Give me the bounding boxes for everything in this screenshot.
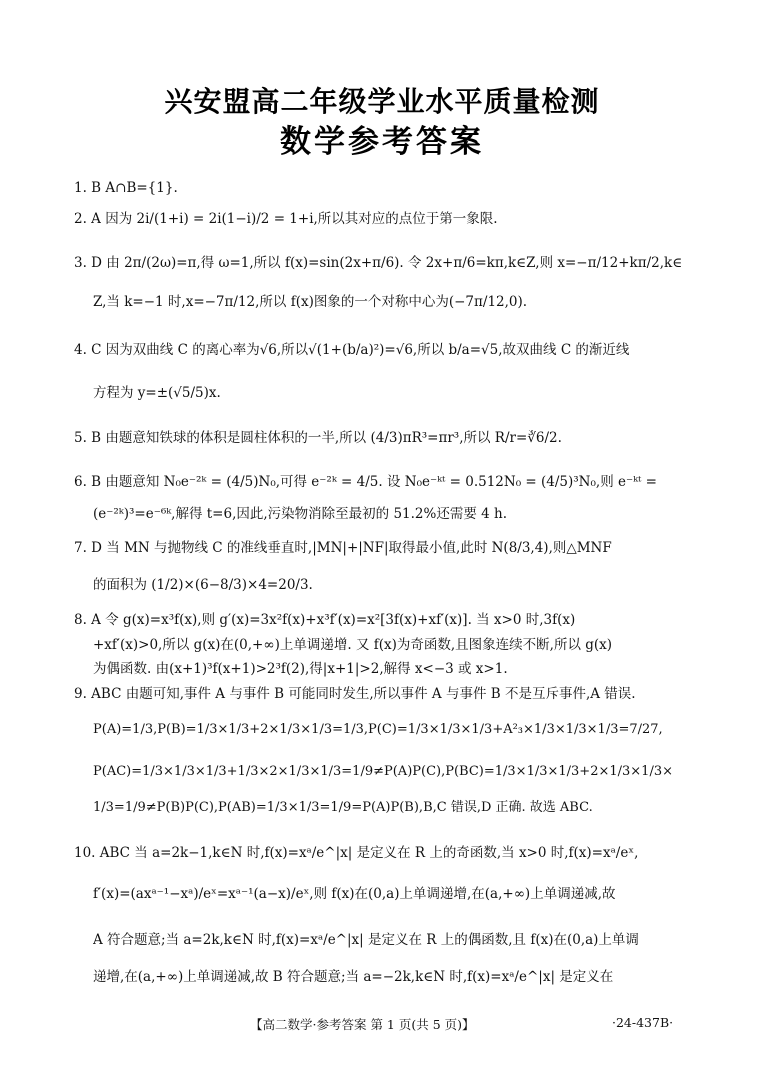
answer-9-line-1: 9. ABC 由题可知,事件 A 与事件 B 可能同时发生,所以事件 A 与事件 B 不是互斥事件,A 错误. [74,686,636,702]
page-footer: 【高二数学·参考答案 第 1 页(共 5 页)】 [250,1017,475,1032]
document-subtitle: 数学参考答案 [280,124,484,160]
answer-1-line: 1. B A∩B={1}. [74,180,178,196]
answer-7-line-1: 7. D 当 MN 与抛物线 C 的准线垂直时,|MN|+|NF|取得最小值,此时 N(8/3,4),则△MNF [74,540,612,556]
answer-8-line-1: 8. A 令 g(x)=x³f(x),则 g′(x)=3x²f(x)+x³f′(x)=x²[3f(x)+xf′(x)]. 当 x>0 时,3f(x) [74,612,576,628]
answer-4-line-2: 方程为 y=±(√5/5)x. [93,385,221,401]
answer-2-line: 2. A 因为 2i/(1+i) = 2i(1−i)/2 = 1+i,所以其对应的点位于第一象限. [74,211,498,227]
answer-6-line-1: 6. B 由题意知 N₀e⁻²ᵏ = (4/5)N₀,可得 e⁻²ᵏ = 4/5. 设 N₀e⁻ᵏᵗ = 0.512N₀ = (4/5)³N₀,则 e⁻ᵏᵗ = [74,474,657,490]
answer-6-line-2: (e⁻²ᵏ)³=e⁻⁶ᵏ,解得 t=6,因此,污染物消除至最初的 51.2%还需要 4 h. [93,506,507,522]
answer-8-line-2: +xf′(x)>0,所以 g(x)在(0,+∞)上单调递增. 又 f(x)为奇函数,且图象连续不断,所以 g(x) [93,637,613,653]
document-title: 兴安盟高二年级学业水平质量检测 [164,85,600,118]
answer-3-line-1: 3. D 由 2π/(2ω)=π,得 ω=1,所以 f(x)=sin(2x+π/6). 令 2x+π/6=kπ,k∈Z,则 x=−π/12+kπ/2,k∈ [74,255,683,271]
paper-code: ·24-437B· [612,1015,674,1030]
answer-8-line-3: 为偶函数. 由(x+1)³f(x+1)>2³f(2),得|x+1|>2,解得 x<−3 或 x>1. [93,661,508,677]
answer-3-line-2: Z,当 k=−1 时,x=−7π/12,所以 f(x)图象的一个对称中心为(−7π/12,0). [93,294,528,310]
answer-10-line-1: 10. ABC 当 a=2k−1,k∈N 时,f(x)=xᵃ/e^|x| 是定义在 R 上的奇函数,当 x>0 时,f(x)=xᵃ/eˣ, [74,845,639,861]
answer-10-line-4: 递增,在(a,+∞)上单调递减,故 B 符合题意;当 a=−2k,k∈N 时,f(x)=xᵃ/e^|x| 是定义在 [93,969,614,985]
answer-9-line-3: P(AC)=1/3×1/3×1/3+1/3×2×1/3×1/3=1/9≠P(A)P(C),P(BC)=1/3×1/3×1/3+2×1/3×1/3× [93,764,673,779]
answer-9-line-2: P(A)=1/3,P(B)=1/3×1/3+2×1/3×1/3=1/3,P(C)=1/3×1/3×1/3+A²₃×1/3×1/3×1/3=7/27, [93,722,663,737]
answer-9-line-4: 1/3=1/9≠P(B)P(C),P(AB)=1/3×1/3=1/9=P(A)P(B),B,C 错误,D 正确. 故选 ABC. [93,800,593,815]
answer-4-line-1: 4. C 因为双曲线 C 的离心率为√6,所以√(1+(b/a)²)=√6,所以 b/a=√5,故双曲线 C 的渐近线 [74,342,630,358]
answer-5-line: 5. B 由题意知铁球的体积是圆柱体积的一半,所以 (4/3)πR³=πr³,所以 R/r=∛6/2. [74,430,562,446]
answer-10-line-2: f′(x)=(axᵃ⁻¹−xᵃ)/eˣ=xᵃ⁻¹(a−x)/eˣ,则 f(x)在(0,a)上单调递增,在(a,+∞)上单调递减,故 [93,886,616,902]
answer-10-line-3: A 符合题意;当 a=2k,k∈N 时,f(x)=xᵃ/e^|x| 是定义在 R 上的偶函数,且 f(x)在(0,a)上单调 [93,932,639,948]
answer-7-line-2: 的面积为 (1/2)×(6−8/3)×4=20/3. [93,577,313,593]
